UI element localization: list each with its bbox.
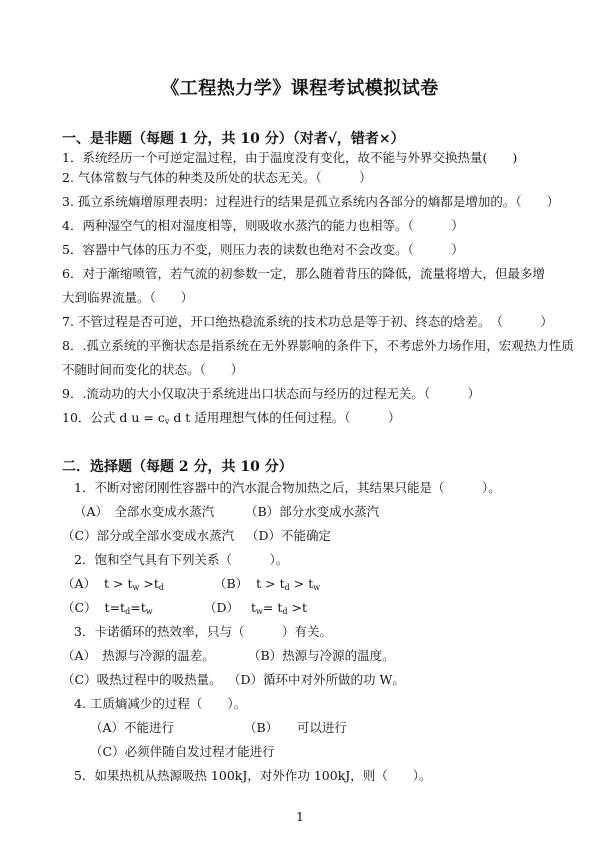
mc-question-3-option-c: （C）吸热过程中的吸热量。 (62, 672, 222, 687)
mc-question-4-stem: 4. 工质熵减少的过程（ ）。 (74, 696, 247, 711)
tf-question-8-line1: 8．.孤立系统的平衡状态是指系统在无外界影响的条件下，不考虑外力场作用，宏观热力性质 (62, 338, 574, 353)
tf-question-8-line2: 不随时间而变化的状态。（ ） (62, 362, 244, 377)
tf-question-5: 5．容器中气体的压力不变，则压力表的读数也绝对不会改变。（ ） (62, 242, 464, 257)
mc-question-2-option-b: （B） $t > t_d > t_w$ (214, 576, 321, 592)
tf-question-7: 7. 不管过程是否可逆，开口绝热稳流系统的技术功总是等于初、终态的焓差。 （ ） (62, 314, 553, 329)
tf-question-10: 10．公式 d $u = c_v$ d t 适用理想气体的任何过程。（ ） (62, 410, 401, 426)
tf-question-4: 4．两种湿空气的相对湿度相等，则吸收水蒸汽的能力也相等。（ ） (62, 218, 464, 233)
mc-question-4-option-b: （B） 可以进行 (244, 720, 347, 735)
section1-heading: 一、是非题（每题 1 分，共 10 分）（对者√，错者×） (62, 131, 405, 147)
mc-question-1-stem: 1．不断对密闭刚性容器中的汽水混合物加热之后，其结果只能是（ ）。 (74, 480, 501, 495)
tf-question-9: 9．.流动功的大小仅取决于系统进出口状态而与经历的过程无关。（ ） (62, 386, 481, 401)
tf-question-2: 2. 气体常数与气体的种类及所处的状态无关。（ ） (62, 170, 372, 185)
exam-title: 《工程热力学》课程考试模拟试卷 (161, 78, 439, 99)
mc-question-5-stem: 5．如果热机从热源吸热 100kJ，对外作功 100kJ，则（ ）。 (74, 768, 432, 783)
section2-heading: 二．选择题（每题 2 分，共 10 分） (62, 459, 293, 475)
mc-question-4-option-c: （C）必须伴随自发过程才能进行 (90, 744, 275, 759)
mc-question-1-option-c: （C）部分或全部水变成水蒸汽 (62, 528, 235, 543)
tf-question-6-line1: 6．对于渐缩喷管，若气流的初参数一定，那么随着背压的降低，流量将增大，但最多增 (62, 266, 545, 281)
mc-question-1-option-b: （B）部分水变成水蒸汽 (245, 504, 380, 519)
tf-question-1: 1．系统经历一个可逆定温过程，由于温度没有变化，故不能与外界交换热量( ) (62, 150, 518, 165)
mc-question-3-stem: 3．卡诺循环的热效率，只与（ ）有关。 (74, 624, 332, 639)
mc-question-2-stem: 2．饱和空气具有下列关系（ ）。 (74, 552, 289, 567)
mc-question-4-option-a: （A）不能进行 (90, 720, 175, 735)
mc-question-3-option-b: （B）热源与冷源的温度。 (248, 648, 395, 663)
mc-question-1-option-d: （D）不能确定 (246, 528, 332, 543)
tf-question-6-line2: 大到临界流量。（ ） (62, 290, 194, 305)
mc-question-3-option-d: （D）循环中对外所做的功 W。 (228, 672, 405, 687)
mc-question-2-option-a: （A） $t > t_w >t_d$ (62, 576, 164, 592)
mc-question-2-option-d: （D） $t_w= t_d >t$ (204, 600, 307, 616)
page-number: 1 (296, 810, 304, 824)
mc-question-3-option-a: （A） 热源与冷源的温差。 (62, 648, 215, 663)
mc-question-2-option-c: （C） $t=t_d=t_w$ (62, 600, 153, 616)
mc-question-1-option-a: （A） 全部水变成水蒸汽 (74, 504, 215, 519)
tf-question-3: 3. 孤立系统熵增原理表明：过程进行的结果是孤立系统内各部分的熵都是增加的。（ ） (62, 194, 560, 209)
